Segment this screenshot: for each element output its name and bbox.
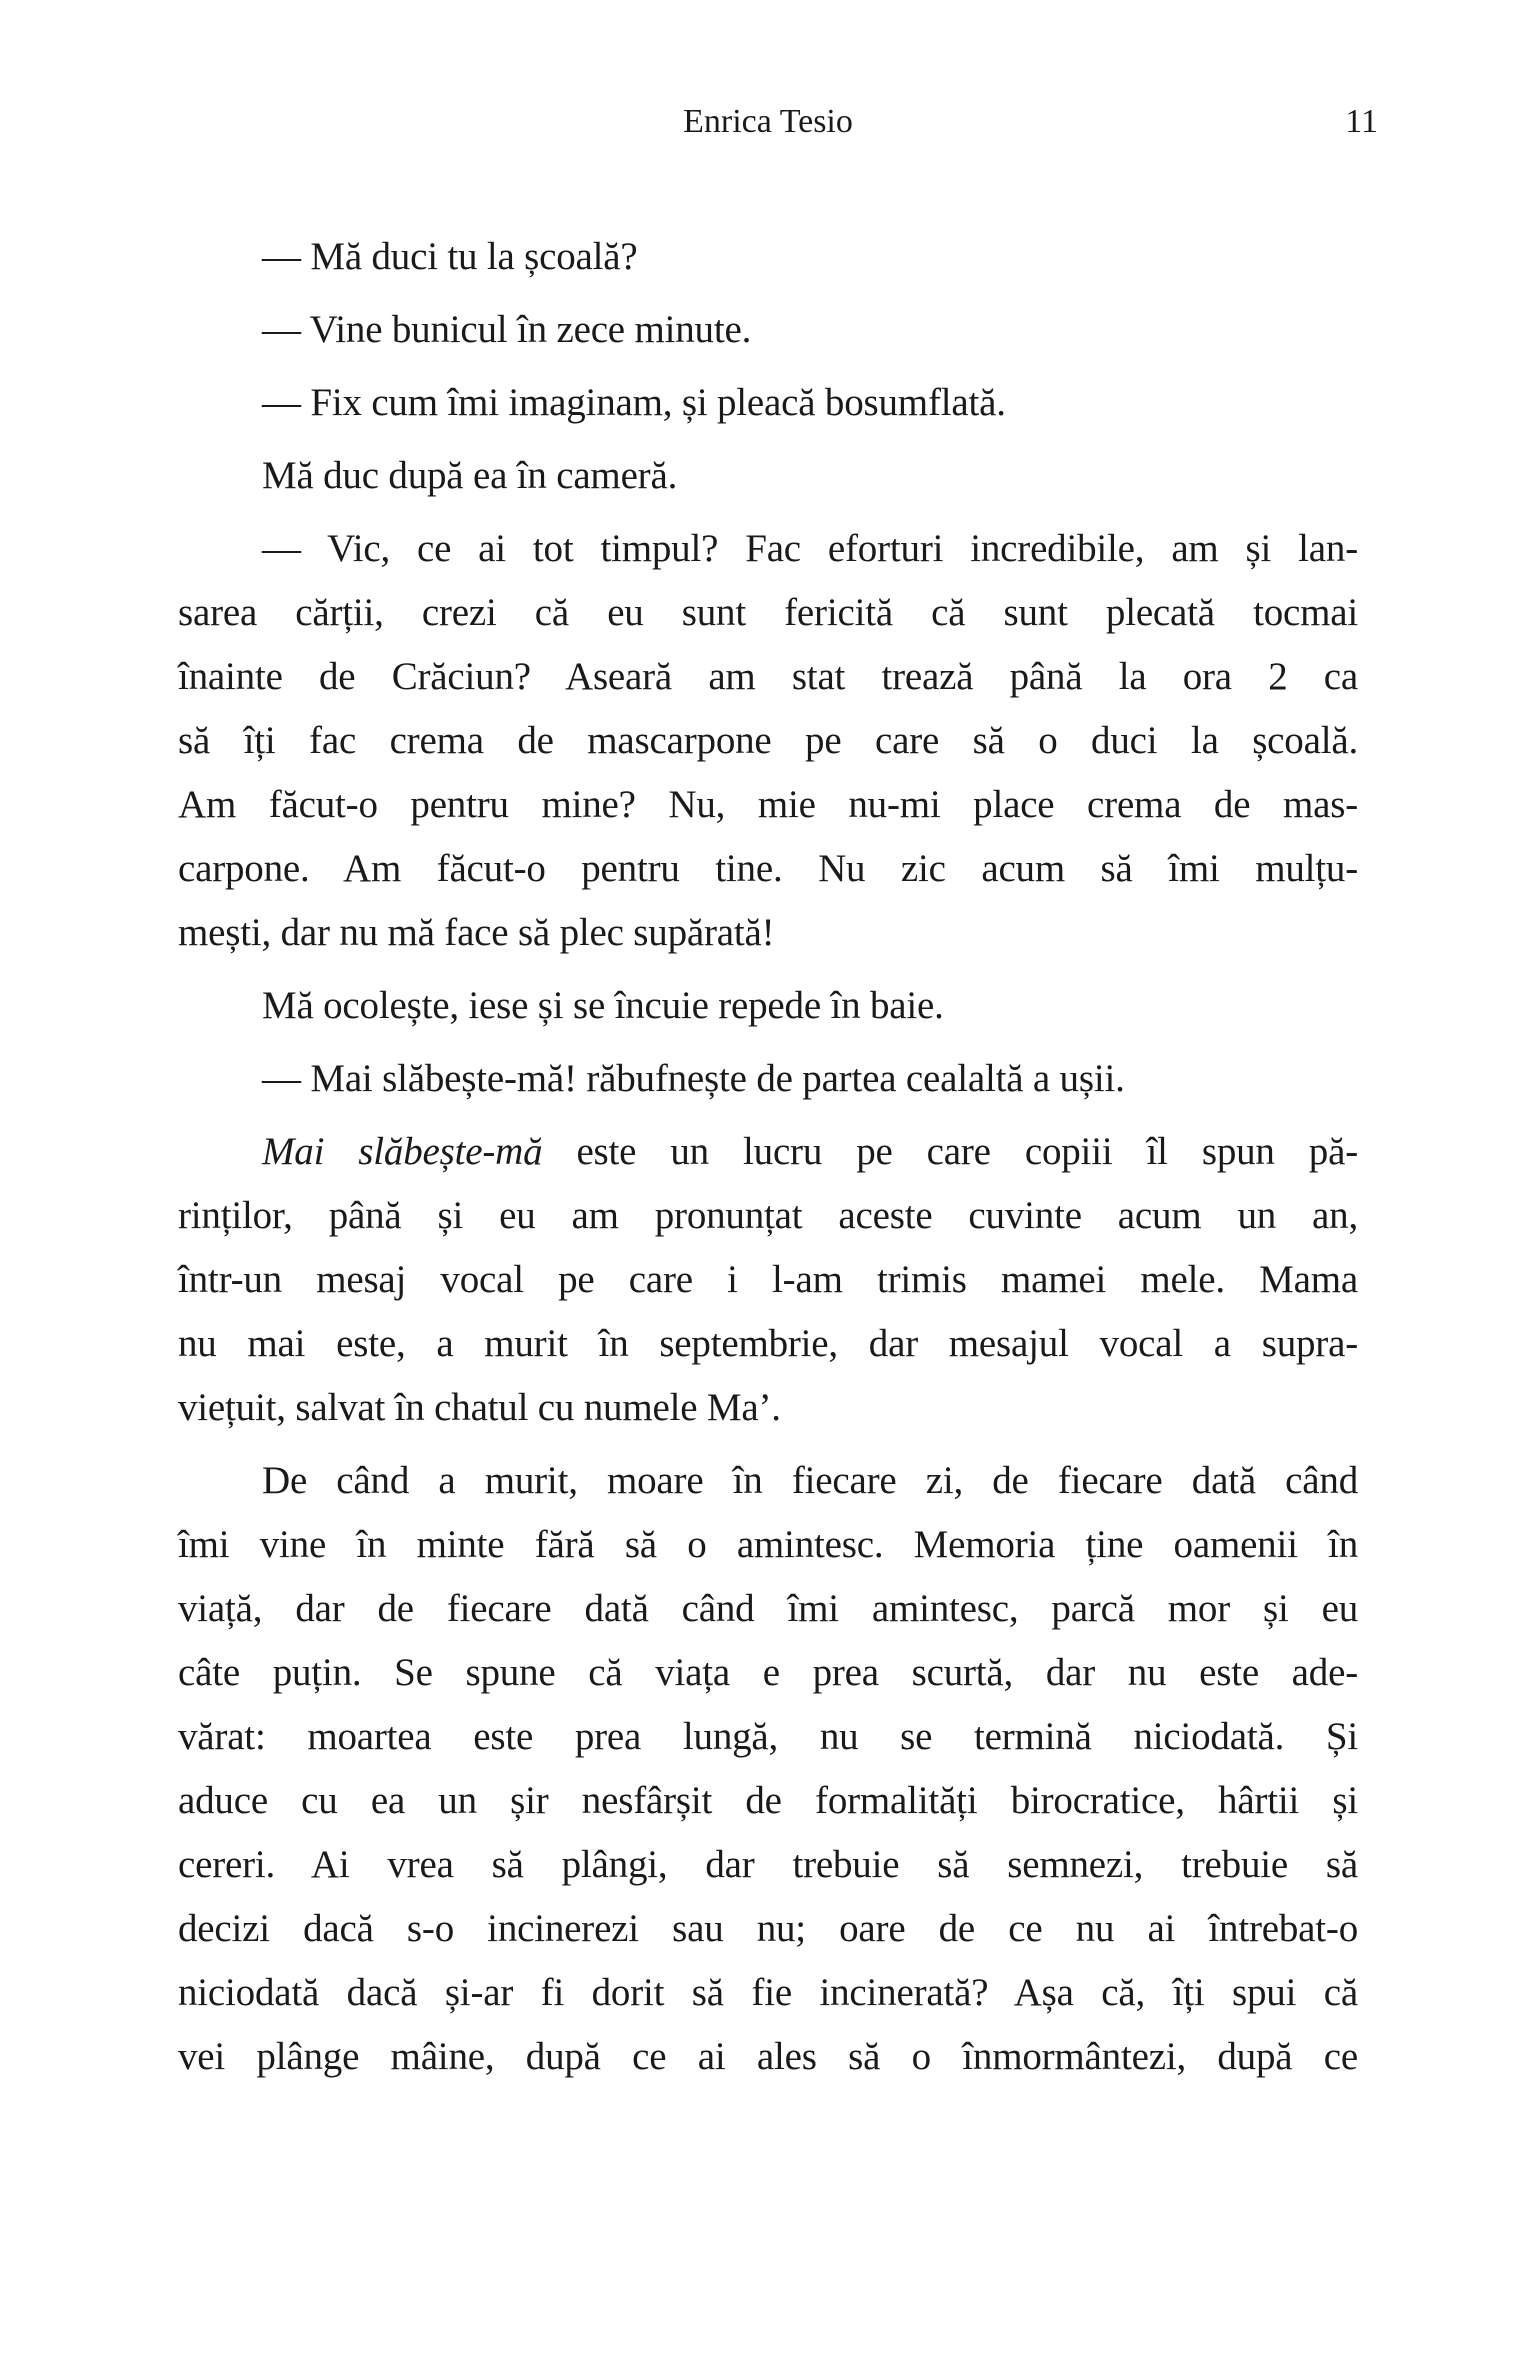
line-text: viețuit, salvat în chatul cu numele Ma’. <box>178 1386 781 1429</box>
paragraph <box>178 1120 1358 1440</box>
line-text: — Fix cum îmi imaginam, și pleacă bosumflată. <box>262 381 1006 424</box>
text-line <box>178 837 1358 901</box>
line-text: — Mai slăbește-mă! răbufnește de partea cealaltă a ușii. <box>262 1057 1125 1100</box>
italic-phrase: Mai slăbește-mă <box>262 1130 543 1173</box>
text-line <box>178 1312 1358 1376</box>
page-header <box>178 102 1378 146</box>
text-line <box>178 1961 1358 2025</box>
line-text: Mă duc după ea în cameră. <box>262 454 678 497</box>
text-line <box>178 709 1358 773</box>
page-number: 11 <box>1345 103 1378 140</box>
line-text: îmi vine în minte fără să o amintesc. Memoria ține oamenii în <box>178 1523 1358 1566</box>
text-line <box>178 1248 1358 1312</box>
text-line <box>178 1184 1358 1248</box>
line-text: mești, dar nu mă face să plec supărată! <box>178 911 775 954</box>
line-text: nu mai este, a murit în septembrie, dar mesajul vocal a supra- <box>178 1322 1358 1365</box>
line-text: De când a murit, moare în fiecare zi, de fiecare dată când <box>262 1459 1358 1502</box>
line-text: Am făcut-o pentru mine? Nu, mie nu-mi place crema de mas- <box>178 783 1358 826</box>
paragraph <box>178 1047 1358 1111</box>
line-text: este un lucru pe care copiii îl spun pă- <box>542 1130 1358 1173</box>
text-line <box>178 1577 1358 1641</box>
paragraph <box>178 1449 1358 2089</box>
text-line <box>178 1641 1358 1705</box>
paragraph <box>178 371 1358 435</box>
text-line <box>178 371 1358 435</box>
line-text: — Vic, ce ai tot timpul? Fac eforturi incredibile, am și lan- <box>262 527 1358 570</box>
text-line <box>178 1120 1358 1184</box>
line-text: să îți fac crema de mascarpone pe care să o duci la școală. <box>178 719 1358 762</box>
paragraph <box>178 444 1358 508</box>
text-line <box>178 1513 1358 1577</box>
text-line <box>178 645 1358 709</box>
line-text: vărat: moartea este prea lungă, nu se termină niciodată. Și <box>178 1715 1358 1758</box>
text-line <box>178 1705 1358 1769</box>
paragraph <box>178 974 1358 1038</box>
paragraph <box>178 298 1358 362</box>
line-text: Mă ocolește, iese și se încuie repede în baie. <box>262 984 944 1027</box>
line-text: câte puțin. Se spune că viața e prea scurtă, dar nu este ade- <box>178 1651 1358 1694</box>
running-header-author: Enrica Tesio <box>683 103 853 140</box>
text-line <box>178 974 1358 1038</box>
text-line <box>178 1833 1358 1897</box>
line-text: cereri. Ai vrea să plângi, dar trebuie să semnezi, trebuie să <box>178 1843 1358 1886</box>
line-text: decizi dacă s-o incinerezi sau nu; oare de ce nu ai întrebat-o <box>178 1907 1358 1950</box>
line-text: — Vine bunicul în zece minute. <box>262 308 752 351</box>
text-line <box>178 1047 1358 1111</box>
text-line <box>178 1897 1358 1961</box>
body-text <box>178 225 1358 2089</box>
text-line <box>178 773 1358 837</box>
paragraph <box>178 517 1358 965</box>
line-text: într-un mesaj vocal pe care i l-am trimis mamei mele. Mama <box>178 1258 1358 1301</box>
line-text: aduce cu ea un șir nesfârșit de formalități birocratice, hârtii și <box>178 1779 1358 1822</box>
line-text: înainte de Crăciun? Aseară am stat trează până la ora 2 ca <box>178 655 1358 698</box>
line-text: viață, dar de fiecare dată când îmi amintesc, parcă mor și eu <box>178 1587 1358 1630</box>
text-line <box>178 517 1358 581</box>
line-text: — Mă duci tu la școală? <box>262 235 638 278</box>
line-text: rinților, până și eu am pronunțat aceste cuvinte acum un an, <box>178 1194 1358 1237</box>
text-line <box>178 1769 1358 1833</box>
line-text: sarea cărții, crezi că eu sunt fericită că sunt plecată tocmai <box>178 591 1358 634</box>
text-line <box>178 581 1358 645</box>
text-line <box>178 444 1358 508</box>
text-line <box>178 1449 1358 1513</box>
line-text: vei plânge mâine, după ce ai ales să o înmormântezi, după ce <box>178 2035 1358 2078</box>
text-line <box>178 298 1358 362</box>
line-text: niciodată dacă și-ar fi dorit să fie incinerată? Așa că, îți spui că <box>178 1971 1358 2014</box>
text-line <box>178 2025 1358 2089</box>
text-line <box>178 901 1358 965</box>
paragraph <box>178 225 1358 289</box>
line-text: carpone. Am făcut-o pentru tine. Nu zic acum să îmi mulțu- <box>178 847 1358 890</box>
text-line <box>178 1376 1358 1440</box>
text-line <box>178 225 1358 289</box>
